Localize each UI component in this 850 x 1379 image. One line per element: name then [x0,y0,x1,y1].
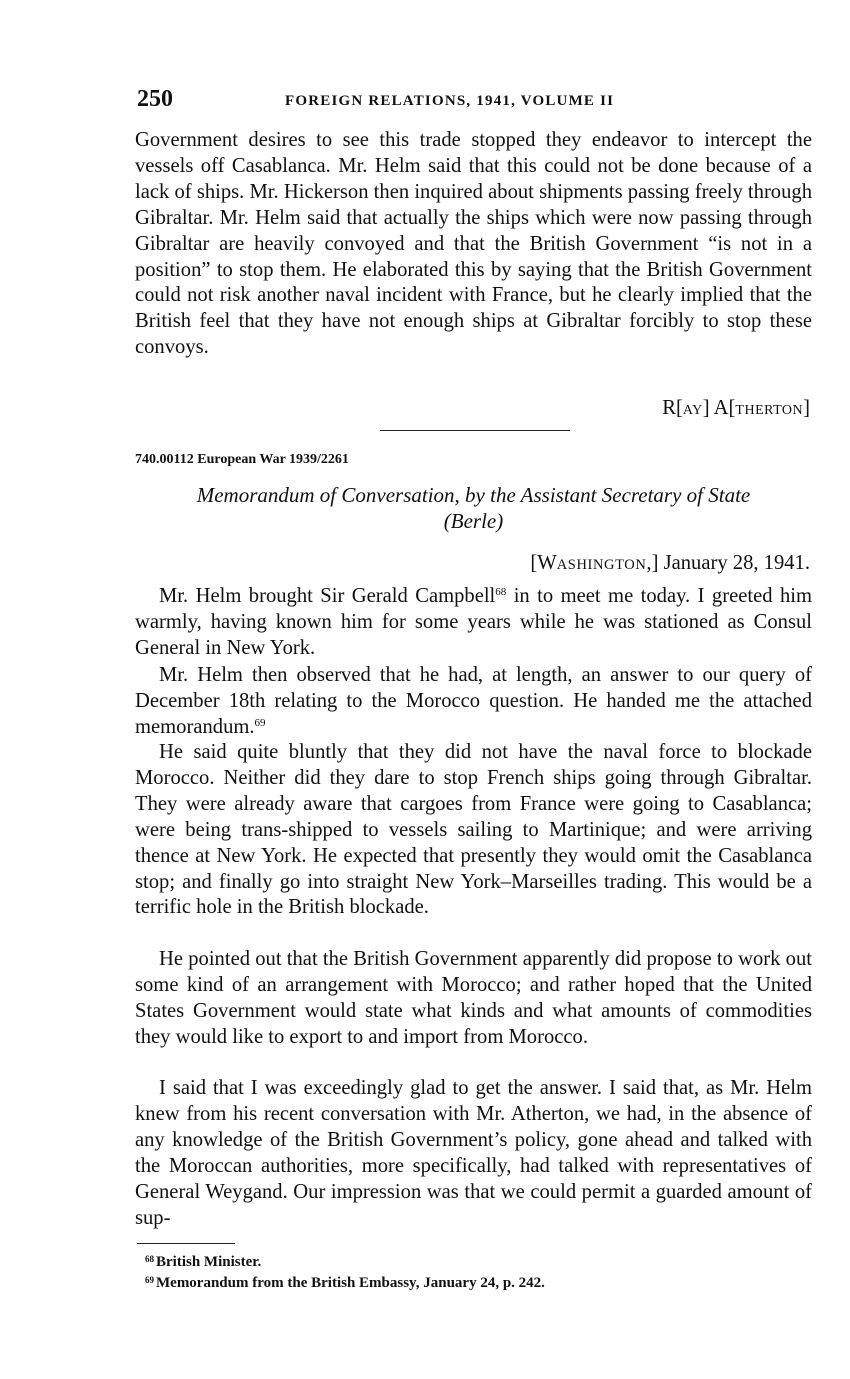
footnote-divider [137,1243,235,1244]
signature: R[AY] A[THERTON] [662,397,810,419]
section-divider [380,430,570,431]
body-paragraph-3: He said quite bluntly that they did not have the naval force to blockade Morocco. Neither did they dare to stop French ships going through Gibraltar. They were already aware that cargoes from France were going to Casablanca; were being trans-shipped to vessels sailing to Martinique; and were arriving thence at New York. He expected that presently they would omit the Casablanca stop; and finally go into straight New York–Marseilles trading. This would be a terrific hole in the British blockade. [135,741,812,919]
body-paragraph-1: Mr. Helm brought Sir Gerald Campbell$^{68}$ in to meet me today. I greeted him warmly, having known him for some years while he was stationed as Consul General in New York. [135,585,812,659]
page-number: 250 [137,86,173,112]
footnote-69: $^{69}$ Memorandum from the British Embassy, January 24, p. 242. [145,1275,545,1291]
document-title [135,482,812,534]
continuation-paragraph: Government desires to see this trade stopped they endeavor to intercept the vessels off Casablanca. Mr. Helm said that this could not be done because of a lack of ships. Mr. Hickerson then inquired about shipments passing freely through Gibraltar. Mr. Helm said that actually the ships which were now passing through Gibraltar are heavily convoyed and that the British Government “is not in a position” to stop them. He elaborated this by saying that the British Government could not risk another naval incident with France, but he clearly implied that the British feel that they have not enough ships at Gibraltar forcibly to stop these convoys. [135,129,812,359]
document-title-line2: (Berle) [443,509,504,533]
file-number: 740.00112 European War 1939/2261 [135,452,349,467]
dateline: [WASHINGTON,] January 28, 1941. [530,552,810,574]
body-paragraph-4: He pointed out that the British Government apparently did propose to work out some kind of an arrangement with Morocco; and rather hoped that the United States Government would state what kinds and what amounts of commodities they would like to export to and import from Morocco. [135,948,812,1048]
document-title-line1: Memorandum of Conversation, by the Assistant Secretary of State [196,483,751,507]
footnote-ref-69[interactable]: 69 [254,716,266,729]
page-header [137,86,813,116]
running-head: FOREIGN RELATIONS, 1941, VOLUME II [285,93,615,109]
footnote-68: $^{68}$ British Minister. [145,1254,262,1270]
body-paragraph-2: Mr. Helm then observed that he had, at length, an answer to our query of December 18th relating to the Morocco question. He handed me the attached memorandum.$^{69}$ [135,664,812,738]
footnote-ref-68[interactable]: 68 [495,586,507,598]
body-paragraph-5: I said that I was exceedingly glad to get the answer. I said that, as Mr. Helm knew from his recent conversation with Mr. Atherton, we had, in the absence of any knowledge of the British Government’s policy, gone ahead and talked with the Moroccan authorities, more specifically, had talked with representatives of General Weygand. Our impression was that we could permit a guarded amount of sup- [135,1077,812,1229]
